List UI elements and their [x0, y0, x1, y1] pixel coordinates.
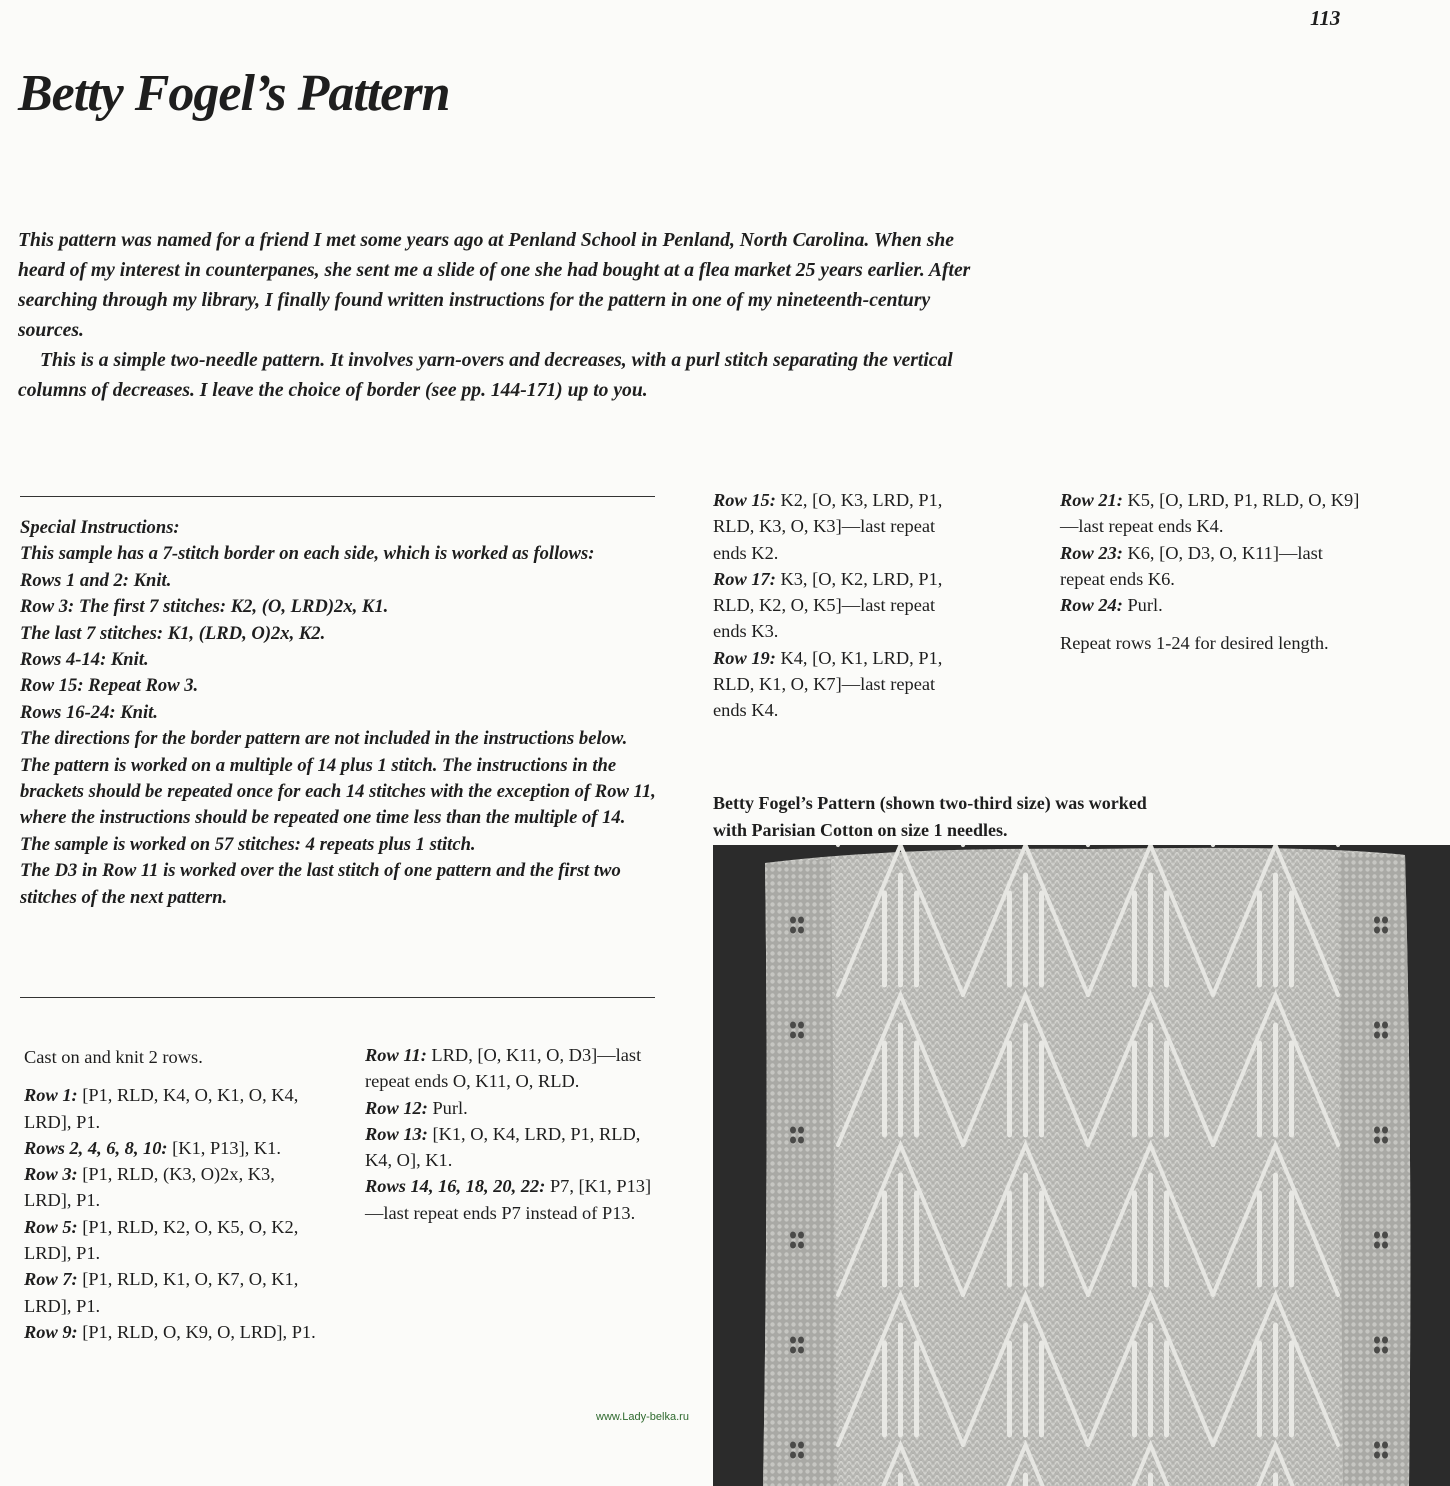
- repeat-note: Repeat rows 1-24 for desired length.: [1060, 633, 1329, 654]
- eyelet: [790, 1442, 796, 1449]
- special-instructions-line: Row 3: The first 7 stitches: K2, (O, LRD)2x, K1.: [20, 596, 389, 618]
- eyelet: [798, 1032, 804, 1039]
- eyelet: [1382, 917, 1388, 924]
- row-label: Row 1:: [24, 1085, 78, 1106]
- eyelet: [798, 1232, 804, 1239]
- row-instruction: [365, 1042, 665, 1095]
- row-label: Row 12:: [365, 1097, 428, 1118]
- eyelet: [790, 1452, 796, 1459]
- row-text: [K1, O, K4, LRD, P1, RLD, K4, O], K1.: [365, 1123, 641, 1171]
- caption-line-2: with Parisian Cotton on size 1 needles.: [713, 820, 1008, 840]
- row-text: [P1, RLD, K2, O, K5, O, K2, LRD], P1.: [24, 1216, 299, 1264]
- page-number: 113: [1310, 6, 1341, 30]
- row-text: K4, [O, K1, LRD, P1, RLD, K1, O, K7]—last repeat ends K4.: [713, 647, 943, 721]
- eyelet: [798, 1442, 804, 1449]
- row-text: [P1, RLD, K4, O, K1, O, K4, LRD], P1.: [24, 1085, 299, 1132]
- row-label: Row 15:: [713, 490, 776, 510]
- row-instruction: [1060, 487, 1360, 540]
- special-instructions-line: The last 7 stitches: K1, (LRD, O)2x, K2.: [20, 622, 326, 644]
- eyelet: [790, 1032, 796, 1039]
- eyelet: [1374, 1442, 1380, 1449]
- row-text: K2, [O, K3, LRD, P1, RLD, K3, O, K3]—last repeat ends K2.: [713, 490, 943, 563]
- knitted-sample-photo: [713, 845, 1450, 1486]
- cast-on-instruction: Cast on and knit 2 rows.: [24, 1047, 203, 1067]
- divider-bottom: [20, 997, 655, 998]
- special-instructions-line: Rows 4-14: Knit.: [20, 649, 149, 671]
- row-label: Row 7:: [24, 1269, 78, 1290]
- row-text: [P1, RLD, K1, O, K7, O, K1, LRD], P1.: [24, 1269, 299, 1316]
- eyelet: [1382, 1337, 1388, 1344]
- row-instruction: [713, 566, 968, 645]
- row-instruction: [713, 487, 968, 566]
- row-label: Rows 14, 16, 18, 20, 22:: [365, 1176, 546, 1197]
- row-label: Row 21:: [1060, 490, 1123, 510]
- intro-text: [18, 226, 998, 406]
- special-instructions-line: Rows 16-24: Knit.: [20, 701, 158, 723]
- special-instructions-line: The pattern is worked on a multiple of 14 plus 1 stitch. The instructions in the brackets should be repeated once for each 14 stitches with the exception of Row 11, where the instructions should be repeated one time less than the multiple of 14.: [20, 754, 656, 829]
- special-instructions-line: The sample is worked on 57 stitches: 4 repeats plus 1 stitch.: [20, 833, 476, 855]
- rows-column-4: [1060, 487, 1360, 657]
- eyelet: [790, 1232, 796, 1239]
- row-instruction: [365, 1095, 665, 1121]
- special-instructions: [20, 515, 660, 911]
- rows-column-1: [24, 1044, 324, 1345]
- special-instructions-line: The D3 in Row 11 is worked over the last stitch of one pattern and the first two stitches of the next pattern.: [20, 860, 621, 908]
- row-instruction: [24, 1161, 324, 1214]
- row-text: Purl.: [427, 1097, 468, 1118]
- eyelet: [790, 1022, 796, 1029]
- eyelet: [1374, 1452, 1380, 1459]
- eyelet: [1382, 1442, 1388, 1449]
- intro-paragraph-2: This is a simple two-needle pattern. It involves yarn-overs and decreases, with a purl stitch separating the vertical columns of decreases. I leave the choice of border (see pp. 144-171) up to you.: [18, 350, 953, 401]
- eyelet: [1382, 1232, 1388, 1239]
- row-instruction: [713, 645, 968, 724]
- eyelet: [1374, 1242, 1380, 1249]
- eyelet: [790, 927, 796, 934]
- row-instruction: [24, 1135, 324, 1161]
- eyelet: [1382, 1137, 1388, 1144]
- eyelet: [798, 1337, 804, 1344]
- eyelet: [1374, 917, 1380, 924]
- special-instructions-line: The directions for the border pattern are not included in the instructions below.: [20, 728, 628, 750]
- row-instruction: [24, 1319, 324, 1345]
- rows-column-2: [365, 1042, 665, 1226]
- row-label: Row 9:: [24, 1321, 78, 1342]
- row-label: Row 24:: [1060, 595, 1123, 616]
- eyelet: [1374, 1022, 1380, 1029]
- row-label: Row 11:: [365, 1045, 427, 1065]
- eyelet: [1382, 927, 1388, 934]
- page-title: Betty Fogel’s Pattern: [18, 65, 450, 122]
- eyelet: [1374, 1137, 1380, 1144]
- row-label: Row 19:: [713, 647, 776, 668]
- special-instructions-heading: Special Instructions:: [20, 517, 180, 538]
- divider-top: [20, 496, 655, 497]
- special-instructions-line: Row 15: Repeat Row 3.: [20, 675, 199, 697]
- row-text: [P1, RLD, O, K9, O, LRD], P1.: [77, 1321, 316, 1342]
- eyelet: [790, 1347, 796, 1354]
- row-text: [K1, P13], K1.: [167, 1137, 281, 1158]
- rows-column-3: [713, 487, 968, 724]
- row-instruction: [1060, 540, 1360, 593]
- eyelet: [1374, 1232, 1380, 1239]
- knit-swatch-illustration: [713, 845, 1450, 1486]
- row-label: Rows 2, 4, 6, 8, 10:: [24, 1137, 168, 1158]
- row-instruction: [24, 1266, 324, 1319]
- intro-paragraph-1: This pattern was named for a friend I met some years ago at Penland School in Penland, North Carolina. When she heard of my interest in counterpanes, she sent me a slide of one she had bought at a flea market 25 years earlier. After searching through my library, I finally found written instructions for the pattern in one of my nineteenth-century sources.: [18, 230, 971, 341]
- eyelet: [1374, 1337, 1380, 1344]
- row-instruction: [365, 1173, 665, 1226]
- eyelet: [1374, 1347, 1380, 1354]
- eyelet: [1382, 1022, 1388, 1029]
- eyelet: [798, 1242, 804, 1249]
- row-text: K6, [O, D3, O, K11]—last repeat ends K6.: [1060, 542, 1323, 589]
- eyelet: [798, 1452, 804, 1459]
- eyelet: [1374, 1032, 1380, 1039]
- eyelet: [790, 917, 796, 924]
- photo-caption: [713, 790, 1413, 844]
- row-text: Purl.: [1122, 595, 1163, 616]
- eyelet: [1382, 1347, 1388, 1354]
- caption-line-1: Betty Fogel’s Pattern (shown two-third size) was worked: [713, 793, 1147, 813]
- row-instruction: [24, 1214, 324, 1267]
- eyelet: [1382, 1032, 1388, 1039]
- eyelet: [790, 1337, 796, 1344]
- eyelet: [1382, 1452, 1388, 1459]
- eyelet: [1374, 1127, 1380, 1134]
- row-text: K5, [O, LRD, P1, RLD, O, K9]—last repeat ends K4.: [1060, 490, 1360, 537]
- eyelet: [798, 1137, 804, 1144]
- eyelet: [798, 1022, 804, 1029]
- row-text: K3, [O, K2, LRD, P1, RLD, K2, O, K5]—last repeat ends K3.: [713, 568, 943, 642]
- row-label: Row 23:: [1060, 542, 1123, 563]
- row-label: Row 13:: [365, 1123, 428, 1144]
- eyelet: [798, 1347, 804, 1354]
- row-text: P7, [K1, P13]—last repeat ends P7 instead of P13.: [365, 1176, 652, 1223]
- row-label: Row 5:: [24, 1216, 78, 1237]
- row-instruction: [1060, 592, 1360, 618]
- right-border: [1338, 853, 1410, 1486]
- special-instructions-line: This sample has a 7-stitch border on each side, which is worked as follows:: [20, 543, 595, 565]
- row-instruction: [24, 1082, 324, 1135]
- row-label: Row 17:: [713, 568, 776, 589]
- eyelet: [1382, 1242, 1388, 1249]
- left-border: [763, 859, 837, 1486]
- special-instructions-line: Rows 1 and 2: Knit.: [20, 569, 172, 591]
- eyelet: [1382, 1127, 1388, 1134]
- eyelet: [798, 1127, 804, 1134]
- eyelet: [1374, 927, 1380, 934]
- eyelet: [790, 1137, 796, 1144]
- row-instruction: [365, 1121, 665, 1174]
- eyelet: [798, 917, 804, 924]
- eyelet: [790, 1242, 796, 1249]
- watermark: www.Lady-belka.ru: [596, 1411, 689, 1423]
- eyelet: [798, 927, 804, 934]
- row-text: [P1, RLD, (K3, O)2x, K3, LRD], P1.: [24, 1164, 275, 1211]
- row-label: Row 3:: [24, 1164, 78, 1185]
- row-text: LRD, [O, K11, O, D3]—last repeat ends O, K11, O, RLD.: [365, 1045, 642, 1092]
- eyelet: [790, 1127, 796, 1134]
